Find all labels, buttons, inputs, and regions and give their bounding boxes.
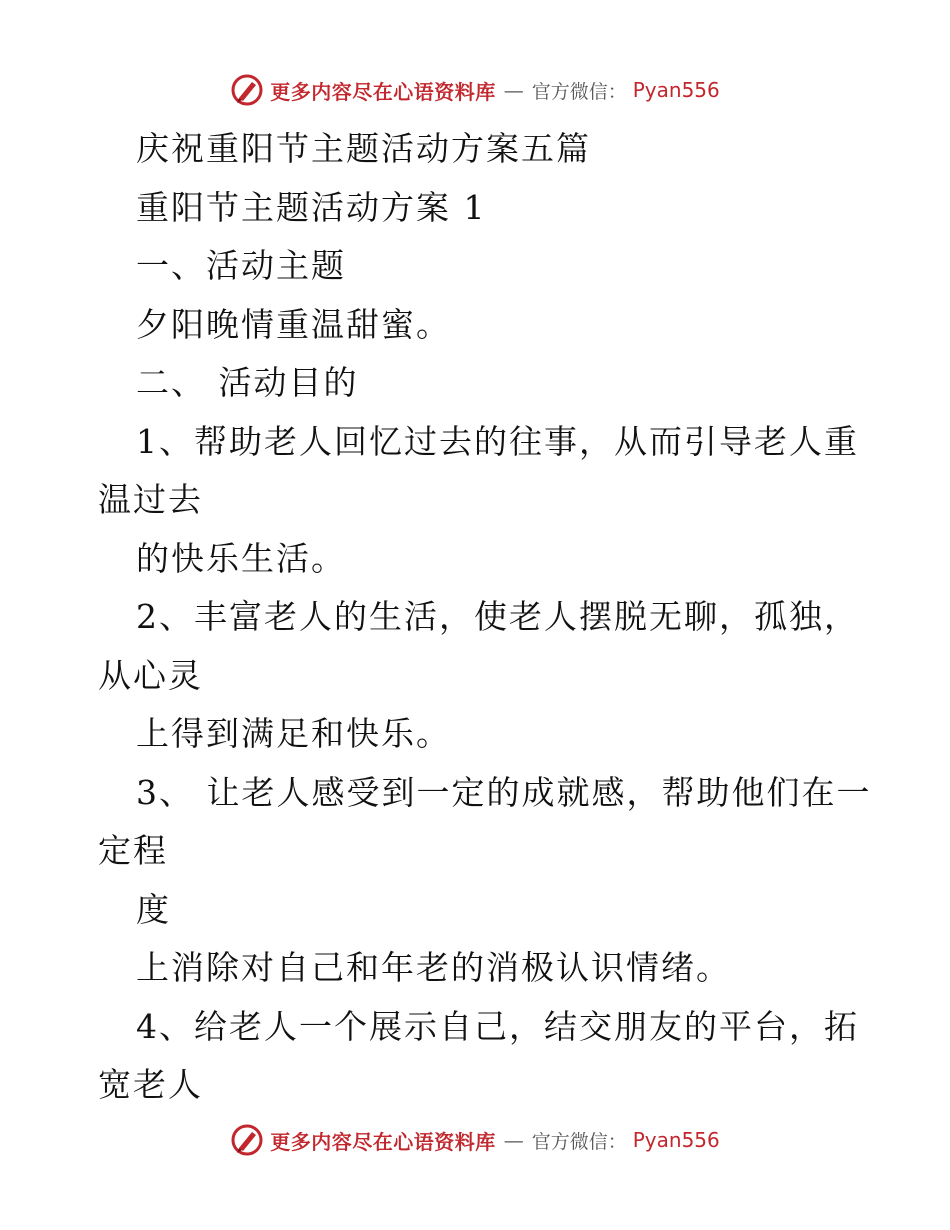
header-wechat-label: 官方微信： [531,80,627,103]
pen-logo-icon [230,73,264,107]
text-line: 定程 [98,831,168,870]
footer-wechat-id: Pyan556 [632,1128,720,1152]
page-footer [0,1120,950,1160]
footer-banner [230,1123,720,1157]
text-line: 二、 活动目的 [136,363,359,402]
text-line: 上得到满足和快乐。 [136,714,451,753]
text-line: 4、给老人一个展示自己，结交朋友的平台，拓 [136,1006,859,1046]
footer-banner-text: 更多内容尽在心语资料库 [270,1129,496,1154]
document-body [98,120,872,1115]
page-header [0,70,950,110]
text-line: 庆祝重阳节主题活动方案五篇 [136,129,591,168]
text-line: 从心灵 [98,655,203,695]
header-wechat-id: Pyan556 [632,78,720,102]
text-line: 1、帮助老人回忆过去的往事，从而引导老人重 [136,421,859,461]
text-line: 重阳节主题活动方案 1 [136,187,487,227]
header-separator: — [503,78,524,102]
header-banner [230,73,720,107]
text-line: 的快乐生活。 [136,538,346,578]
text-line: 夕阳晚情重温甜蜜。 [136,304,451,344]
text-line: 一、活动主题 [136,246,346,285]
footer-wechat-label: 官方微信： [531,1130,627,1153]
text-line: 温过去 [98,480,203,519]
text-line: 上消除对自己和年老的消极认识情绪。 [136,948,731,987]
text-line: 宽老人 [98,1065,203,1104]
header-banner-text: 更多内容尽在心语资料库 [270,79,496,104]
text-line: 度 [136,889,171,929]
text-line: 2、丰富老人的生活，使老人摆脱无聊，孤独， [136,597,859,636]
text-line: 3、 让老人感受到一定的成就感，帮助他们在一 [136,772,872,812]
footer-separator: — [503,1128,524,1152]
pen-logo-icon [230,1123,264,1157]
